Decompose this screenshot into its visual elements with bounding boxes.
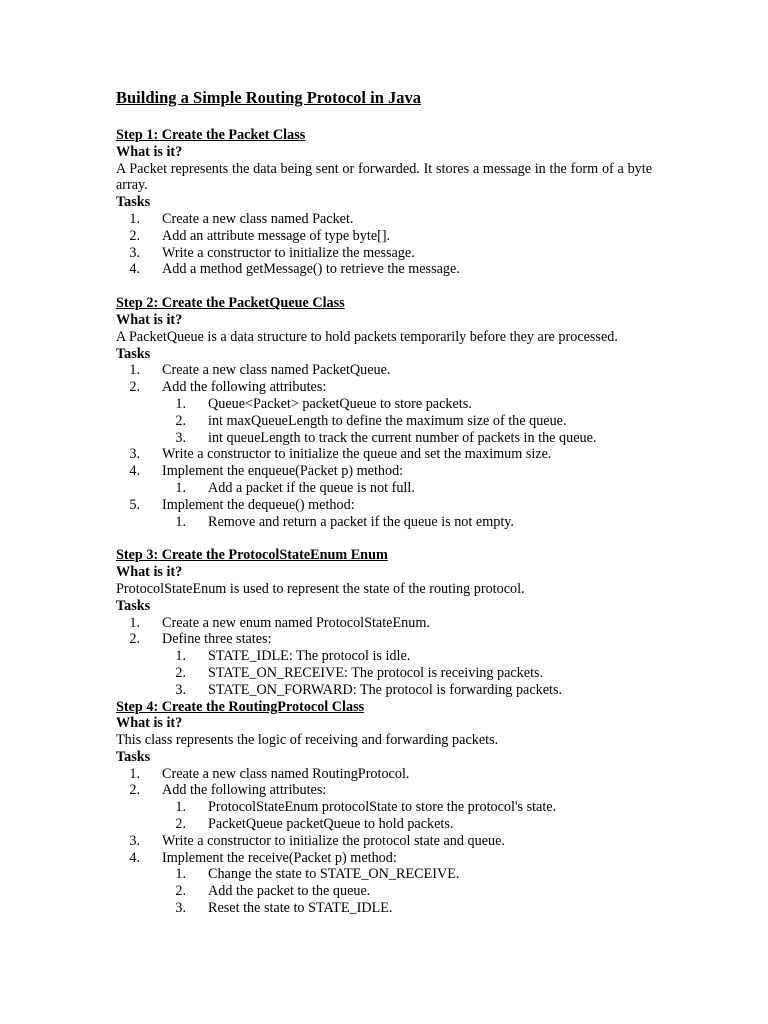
document-page: [116, 88, 652, 917]
task-list: [116, 211, 652, 278]
item-number: 2.: [129, 379, 140, 396]
sub-list-item: [116, 866, 652, 883]
item-text: int maxQueueLength to define the maximum size of the queue.: [208, 412, 567, 429]
sub-task-list: [116, 514, 652, 531]
step-description: A Packet represents the data being sent or forwarded. It stores a message in the form of a byte array.: [116, 160, 652, 194]
step-heading: Step 4: Create the RoutingProtocol Class: [116, 698, 365, 715]
item-number: 1.: [175, 479, 186, 496]
list-item: [116, 766, 652, 783]
list-item: [116, 833, 652, 850]
tasks-label: Tasks: [116, 748, 151, 765]
item-text: Add the packet to the queue.: [208, 883, 371, 900]
list-item: [116, 362, 652, 379]
item-text: Change the state to STATE_ON_RECEIVE.: [208, 866, 460, 883]
sub-list-item: [116, 799, 652, 816]
step-heading: Step 1: Create the Packet Class: [116, 127, 306, 143]
what-is-it-label: What is it?: [116, 311, 183, 328]
sub-task-list: [116, 799, 652, 833]
section-spacer: [116, 530, 652, 547]
item-text: Add the following attributes:: [162, 379, 327, 396]
sub-task-list: [116, 396, 652, 446]
item-number: 4.: [129, 463, 140, 480]
item-text: ProtocolStateEnum protocolState to store the protocol's state.: [208, 799, 557, 816]
item-number: 1.: [175, 513, 186, 530]
item-number: 2.: [175, 816, 186, 833]
step-3-section: [116, 547, 652, 698]
what-is-it-label: What is it?: [116, 715, 183, 732]
item-text: Create a new class named PacketQueue.: [162, 362, 391, 379]
item-number: 1.: [129, 765, 140, 782]
item-number: 2.: [129, 782, 140, 799]
item-number: 3.: [129, 446, 140, 463]
step-1-section: [116, 127, 652, 278]
item-number: 5.: [129, 496, 140, 513]
list-item: [116, 211, 652, 228]
item-text: PacketQueue packetQueue to hold packets.: [208, 816, 454, 833]
item-number: 1.: [129, 614, 140, 631]
item-text: Add a packet if the queue is not full.: [208, 479, 415, 496]
item-text: STATE_ON_RECEIVE: The protocol is receiving packets.: [208, 664, 544, 681]
item-text: Create a new class named RoutingProtocol.: [162, 765, 410, 782]
section-spacer: [116, 278, 652, 295]
tasks-label: Tasks: [116, 597, 151, 614]
item-number: 1.: [175, 395, 186, 412]
list-item: [116, 497, 652, 531]
item-number: 2.: [175, 883, 186, 900]
item-number: 1.: [175, 866, 186, 883]
sub-list-item: [116, 816, 652, 833]
sub-list-item: [116, 682, 652, 699]
task-list: [116, 362, 652, 530]
item-text: Write a constructor to initialize the message.: [162, 244, 415, 261]
list-item: [116, 850, 652, 917]
sub-task-list: [116, 648, 652, 698]
task-list: [116, 615, 652, 699]
list-item: [116, 463, 652, 497]
item-number: 2.: [175, 412, 186, 429]
item-text: Reset the state to STATE_IDLE.: [208, 900, 393, 917]
sub-list-item: [116, 665, 652, 682]
list-item: [116, 446, 652, 463]
item-number: 3.: [175, 429, 186, 446]
item-text: Write a constructor to initialize the protocol state and queue.: [162, 832, 505, 849]
item-text: Implement the enqueue(Packet p) method:: [162, 463, 404, 480]
item-text: Add an attribute message of type byte[].: [162, 227, 391, 244]
item-number: 2.: [175, 664, 186, 681]
item-number: 3.: [129, 832, 140, 849]
item-number: 4.: [129, 849, 140, 866]
item-text: Write a constructor to initialize the queue and set the maximum size.: [162, 446, 552, 463]
sub-list-item: [116, 900, 652, 917]
item-number: 2.: [129, 227, 140, 244]
item-number: 1.: [175, 648, 186, 665]
step-description: A PacketQueue is a data structure to hold packets temporarily before they are processed.: [116, 328, 618, 345]
sub-list-item: [116, 413, 652, 430]
item-text: Remove and return a packet if the queue is not empty.: [208, 513, 514, 530]
item-number: 2.: [129, 631, 140, 648]
sub-list-item: [116, 480, 652, 497]
item-number: 4.: [129, 261, 140, 278]
sub-list-item: [116, 648, 652, 665]
list-item: [116, 615, 652, 632]
step-description: ProtocolStateEnum is used to represent the state of the routing protocol.: [116, 580, 525, 597]
list-item: [116, 379, 652, 446]
item-number: 3.: [175, 900, 186, 917]
item-text: Create a new class named Packet.: [162, 210, 354, 227]
what-is-it-label: What is it?: [116, 143, 183, 160]
tasks-label: Tasks: [116, 194, 151, 211]
item-text: Add a method getMessage() to retrieve the message.: [162, 261, 460, 278]
list-item: [116, 245, 652, 262]
sub-task-list: [116, 480, 652, 497]
tasks-label: Tasks: [116, 345, 151, 362]
item-text: Create a new enum named ProtocolStateEnum.: [162, 614, 430, 631]
item-text: STATE_ON_FORWARD: The protocol is forwarding packets.: [208, 681, 563, 698]
sub-list-item: [116, 430, 652, 447]
item-number: 1.: [175, 799, 186, 816]
sub-list-item: [116, 396, 652, 413]
item-text: Queue<Packet> packetQueue to store packets.: [208, 395, 472, 412]
document-title: Building a Simple Routing Protocol in Java: [116, 88, 421, 107]
item-number: 3.: [129, 244, 140, 261]
item-text: Add the following attributes:: [162, 782, 327, 799]
sub-task-list: [116, 866, 652, 916]
what-is-it-label: What is it?: [116, 564, 183, 581]
list-item: [116, 782, 652, 832]
sub-list-item: [116, 883, 652, 900]
item-text: Define three states:: [162, 631, 272, 648]
step-description: This class represents the logic of receiving and forwarding packets.: [116, 732, 499, 749]
item-text: int queueLength to track the current number of packets in the queue.: [208, 429, 597, 446]
item-text: STATE_IDLE: The protocol is idle.: [208, 648, 411, 665]
step-heading: Step 2: Create the PacketQueue Class: [116, 295, 345, 312]
step-4-section: [116, 699, 652, 917]
sub-list-item: [116, 514, 652, 531]
step-heading: Step 3: Create the ProtocolStateEnum Enum: [116, 547, 388, 564]
item-number: 1.: [129, 210, 140, 227]
item-text: Implement the dequeue() method:: [162, 496, 355, 513]
task-list: [116, 766, 652, 917]
item-text: Implement the receive(Packet p) method:: [162, 849, 397, 866]
list-item: [116, 631, 652, 698]
list-item: [116, 261, 652, 278]
item-number: 1.: [129, 362, 140, 379]
item-number: 3.: [175, 681, 186, 698]
list-item: [116, 228, 652, 245]
step-2-section: [116, 295, 652, 530]
